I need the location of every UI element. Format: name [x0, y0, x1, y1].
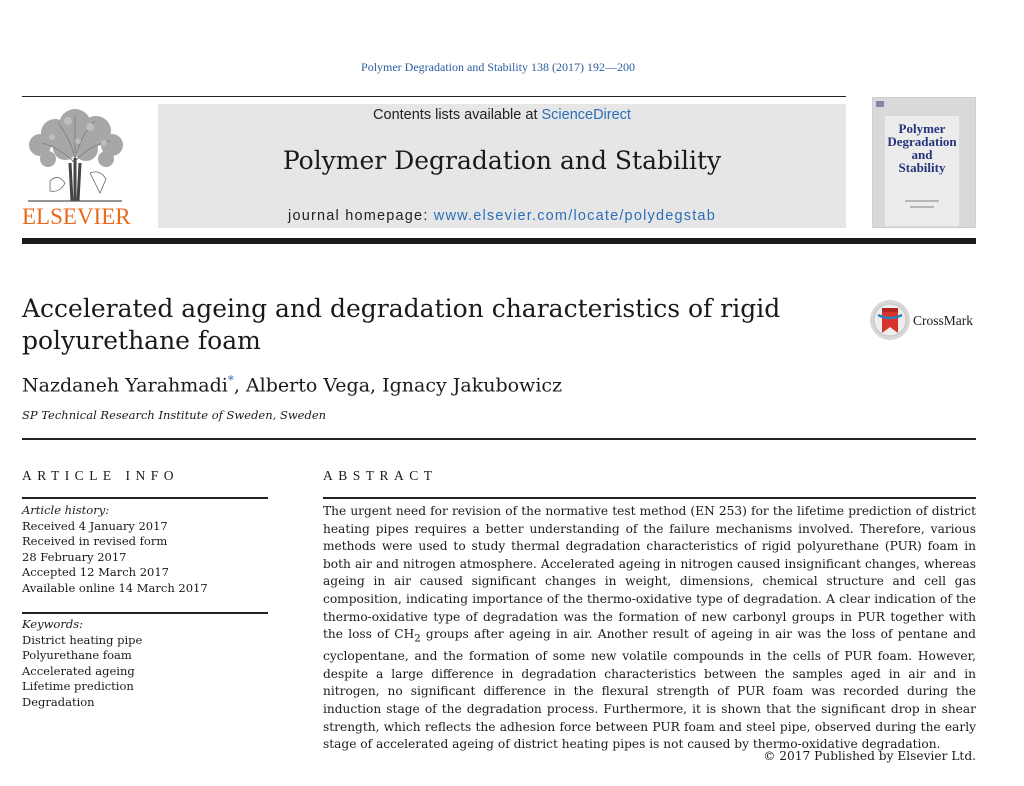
keyword-item: Accelerated ageing: [22, 663, 135, 678]
header-top-rule: [22, 96, 846, 97]
cover-decor-line: [910, 206, 934, 208]
journal-homepage: [158, 208, 846, 224]
crossmark-label: CrossMark: [913, 313, 973, 328]
section-divider: [22, 438, 976, 440]
keyword-item: District heating pipe: [22, 632, 143, 647]
history-item: Received 4 January 2017: [22, 518, 168, 533]
elsevier-tree-icon: [20, 103, 130, 203]
keyword-item: Polyurethane foam: [22, 648, 132, 663]
cover-decor-line: [905, 200, 939, 202]
homepage-prefix: journal homepage:: [288, 208, 434, 224]
journal-citation: Polymer Degradation and Stability 138 (2017) 192—200: [361, 60, 635, 74]
cover-title-line: Polymer: [898, 121, 946, 136]
copyright-notice: © 2017 Published by Elsevier Ltd.: [763, 749, 976, 763]
author-list: [22, 373, 562, 396]
history-item: 28 February 2017: [22, 549, 127, 564]
sciencedirect-link[interactable]: ScienceDirect: [541, 107, 631, 123]
article-info-rule: [22, 497, 268, 499]
article-title: Accelerated ageing and degradation characteristics of rigid polyurethane foam: [22, 294, 781, 355]
author-link[interactable]: Nazdaneh Yarahmadi: [22, 374, 228, 397]
history-item: Available online 14 March 2017: [22, 580, 208, 595]
history-label: Article history:: [22, 503, 110, 517]
article-history: [22, 503, 268, 597]
keywords-rule: [22, 612, 268, 614]
abstract-part: The urgent need for revision of the normative test method (EN 253) for the lifetime prediction of district heating pipes requires a better understanding of the failure mechanisms involved. Therefore, various methods were used to study thermal degradation characteristics of rigid polyurethane (PUR) foam in both air and nitrogen atmosphere. Accelerated ageing in nitrogen caused insignificant changes, whereas ageing in air caused significant changes in weight, dimensions, chemical structure and cell gas composition, indicating importance of the thermo-oxidative type of degradation. A clear indication of the thermo-oxidative type of degradation was the formation of new carbonyl groups in PUR together with the loss of CH: [323, 504, 976, 642]
homepage-link[interactable]: www.elsevier.com/locate/polydegstab: [433, 208, 716, 224]
keyword-item: Lifetime prediction: [22, 679, 134, 694]
journal-masthead: [158, 104, 846, 228]
author-names: , Alberto Vega, Ignacy Jakubowicz: [233, 374, 563, 397]
article-info-heading: ARTICLE INFO: [22, 468, 180, 483]
abstract-rule: [323, 497, 976, 499]
affiliation: SP Technical Research Institute of Sweden, Sweden: [22, 408, 327, 422]
cover-inner: [885, 116, 959, 226]
abstract-text: [323, 503, 976, 754]
elsevier-wordmark: ELSEVIER: [22, 204, 131, 229]
abstract-heading: ABSTRACT: [323, 468, 438, 483]
contents-prefix: Contents lists available at: [373, 107, 542, 123]
keyword-item: Degradation: [22, 694, 95, 709]
keywords-block: [22, 617, 268, 711]
crossmark-button[interactable]: [869, 299, 979, 343]
history-item: Accepted 12 March 2017: [22, 565, 169, 580]
abstract-part: groups after ageing in air. Another result of ageing in air was the loss of pentane and cyclopentane, and the formation of some new volatile compounds in the cells of PUR foam. However, despite a large difference in degradation characteristics between the samples aged in air and in nitrogen, no significant difference in the flexural strength of PUR foam was recorded during the induction stage of the degradation process. Furthermore, it is shown that the significant drop in shear strength, which reflects the adhesion force between PUR foam and steel pipe, observed during the early stage of accelerated ageing of district heating pipes is not caused by thermo-oxidative degradation.: [323, 627, 976, 752]
journal-cover-thumbnail[interactable]: [872, 97, 976, 228]
cover-strip: [876, 101, 884, 107]
cover-title: [885, 122, 959, 174]
header-thick-rule: [22, 238, 976, 244]
cover-title-line: Stability: [898, 160, 946, 175]
cover-title-line: and: [911, 147, 933, 162]
history-item: Received in revised form: [22, 534, 168, 549]
keywords-label: Keywords:: [22, 617, 83, 631]
elsevier-logo[interactable]: [20, 103, 135, 231]
journal-name: Polymer Degradation and Stability: [282, 146, 722, 175]
abstract-subscript: 2: [414, 633, 421, 645]
corresponding-author-marker[interactable]: *: [227, 373, 234, 387]
crossmark-icon: [869, 299, 911, 341]
contents-line: [158, 107, 846, 123]
cover-title-line: Degradation: [887, 134, 957, 149]
